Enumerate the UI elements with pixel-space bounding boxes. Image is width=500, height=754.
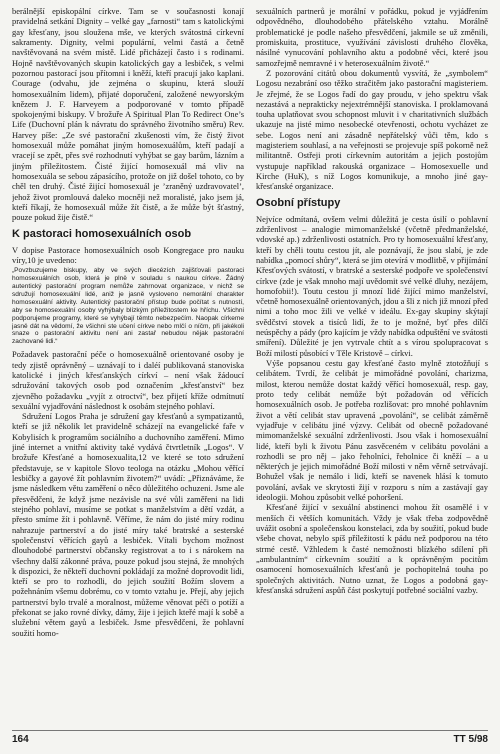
page-footer (12, 734, 488, 748)
paragraph-community: Křesťané žijící v sexuální abstinenci mohou žít osamělé i v menších či větších komunitách. Vždy je však třeba zodpovědně uvážit osobní a společenskou konstelaci, zda by soužití, pokud bude všebe chovat, nebylo spíš příležitostí k pádu než podporou na této strmé cestě. Vžhledem k časté nemožnosti blízkého sdílení při „ambulantním“ církevním soužití a k oprávněným pocitům osamocení homosexuálních křesťanů je pochopitelná touha po společných aktivitách. Nutno uznat, že Logos a podobná gay-křesťanská sdružení aspůň část poskytují potřebné sociální vazby. (256, 502, 488, 595)
issue-label: TT 5/98 (453, 734, 488, 745)
block-quote: „Povzbuzujeme biskupy, aby ve svých diecézích zajišťovali pastoraci homosexuálních osob, která je plně v souladu s naukou církve. Žádný autentický pastorační program nemůže zahrnovat organizace, v nichž se sdružují homosexuální lidé, aniž je jasně vysloveno nemorální charakter homosexuální aktivity. Autentický pastorační přístup bude počítat s nutností, aby se homosexuální osoby vyhýbaly blízkým příležitostem ke hříchu. Všichni podporujeme programy, které se vyhýbají těmto nebezpečím. Naopak církeme jasně dát na vědomí, že všichni ste učení církve nebo mlčí o níčm, při jakékoli snaze o pastorační aktivitu není ani zastař nebudou nějak pastorační zachované lidi.“ (12, 267, 244, 346)
paragraph-intro: berálnější episkopální církve. Tam se v současnosti konají pravidelná setkání Dignity – velké gay „farnosti“ tam s katolickými gay křesťany, jsou sloužena mše, ve kterých svátostná církevní sakramenty. Dignity, velmi populární, velmi častá a četně navštěvovaná na svém místě. Lidé přicházejí často i s rodinami. Hojně navštěvovaných skupin katolických gay a lesbiček, s velmi pozornou pastorací jsou přítomni i kněží, kteří pracují jako kaplani. Courage (odvahu, jde zejména o skupinu, která slouží homosexuálním lidem), přijaté doporučení, založené newyorským knězem J. F. Harveyem a podporované v tomto případě spokojenými biskupy. V brožuře A Spiritual Plan To Redirect One’s Life (Duchovní plán k návratu do správného životního směru) Rev. Harvey píše: „Ze své pastorační zkušenosti vím, že čistý život homosexuál může pomáhat jiným homosexuálům, kteří padají a vracejí se zpět, přes své rozhodnutí vyhýbat se gay barům, lázním a jiným příležitostem. Čisté žijící homosexuál má vliv na homosexuála se sebou zápasícího, protože on již došel tohoto, co by chěl ten druhý. Čisté žijící homosexuál je ’zraněný uzdravovatel’, jehož život promlouvá daleko mocněji než moralisté, jako jsem já, kteří říkají, že homosexuál může žít čistě, a že může být šťastný, pouze pokud žije čistě.“ (12, 6, 244, 223)
paragraph-continued: sexuálních partnerů je morální v pořádku, pokud je vyjádřením odpovědného, dlouhodobého přátelského vztahu. Morálně problematické je podle našeho přesvědčení, jakmile se už změnili, promiskuita, prostituce, využívání závislosti druhého člověka, násilné vynucování pohlavního aktu a podobné věci, které jsou samozřejmě nemravné i v heterosexuálním životě.“ (256, 6, 488, 68)
paragraph-pastoral-requirement: Požadavek pastorační péče o homosexuálně orientované osoby je tedy zjistě oprávněný – uznávají to i daléí publikovaná stanoviska katolické i jiných křesťanských církví – není však žádoucí sdružování takových osob pod označením „křesťanství“ bez zjevněho požadavku „vyjít z otroctví“, bez přijetí kříže odmítnutí sexuální vyjadřování následnost k osobám stejného pohlaví. (12, 349, 244, 411)
paragraph-abstinence: Nejvíce odmítaná, ovšem velmi důležitá je cesta úsilí o pohlavní zdrženlivost – analogie mimomanželské (včetně předmanželské, vdovské ap.) zdrženlivosti ostatních. Pro ty homosexuální křesťany, kteří by chěli toutu cestou jít, ale poznávají, že jsou slabí, je zde nabídka „pomocí shůry“, která se jim otevírá v modlitbě, v přijímání Křesťových svátostí, v bratrské a sesterské podpoře ve společenství církve (zde je však mnoho mají uvědomit své velké dluhy, nezájem, homofobii!). Toutu cestou jí mnozí lidé žijící mimo manželství, včetně homosexuálně orientovaných, jdou a šli z nich již mnozí před nimi a toho moc žili ve velké v ideálu. Ex-gay skupiny skýtají svědčství stovek a tisíců lidí, že to je možné, byť přes dílčí neúspěchy a pády (pro kajícím je vždy nabídka odpuštění ve svátosti smíření). Důležité je jen vytrvale chtít a s vírou spolupracovat s Boží milostí působící v Těle Kristově – církvi. (256, 213, 488, 358)
section-heading-pastoral-care: K pastoraci homosexuálních osob (12, 227, 192, 240)
paragraph-logos-praha: Sdružení Logos Praha je sdružení gay křesťanů a sympatizantů, kteří se již několik let pravidelně scházejí na evangelické faře v Kobylisích k programům sociálního a duchovního zaměření. Mimo jiné internet a vnitřní aktivity také vydává čtvrtletník „Logos“. V brožuře Křesťané a homosexualita,12 ve které se toto sdružení představuje, se v kapitole Slovo teologa na otázku „Mohou věřící lesbičky a gayové žít pohlavním životem?“ uvádí: „Přiznáváme, že jsme následkem větu zaměření o něco důležitého ochuzeni. Jsme ale přesvědčeni, že když jsme nezávisle na své vůli zaměřeni na lidi stejného pohlaví, musíme se potkat s manželstvím a dětí vzdát, a přesto smíme žít i pohlavně. Věříme, že nám do jisté míry rodinu nahrazuje partnerství a do jisté míry také bratrské a sesterské společenství věřících gayů a lesbiček. Vítali bychom možnost dlouhodobé partnerství občansky registrovat a to i s nárokem na všechny další zákonné práva, pouze pokud jsou stejná, že mnohých k dispozici, že někteří duchovní pokládají za možné doprovodit lidi, kteří se pro to rozhodli, do jejich soužití Božím slovem a požehnáním všemu dobrému, co v tomto vztahu je. Přejí, aby jejich partnerství bylo trvalé a moralnost, můžeme věnovat péči o potíží a překonat se jako rovné dívky, dámy, žije i jejich kteřé mají k sobě a služební větem gayů a lesbiček. Jsme přesvědčeni, že pohlavní soužití homo- (12, 411, 244, 638)
section-heading-personal-approaches: Osobní přístupy (256, 196, 341, 209)
page-number: 164 (12, 734, 29, 745)
footer-rule (12, 730, 488, 731)
paragraph-celibacy: Výše popsanou cestu gay křesťané často mylně ztotožňují s celibátem. Tvrdí, že celibát je mimořádné povolání, charizma, milost, kterou nemůže dostat každý věřící homosexuál, resp. gay, proto tedy celibát nemůže být požadován od věřících homosexuálních osob. Je potřeba rozlišovat: pro mnohé pohlavním život a větí celibát stav upravená „povolání“, se celibát záměrně vyjadřuje v celibátu jiné výzvy. Celibát od obecně požadované mimomanželské sexuální zdrženlivosti. Jsou však i homosexuální lidé, kteří byli k životu Pánu zasvěceném v celibátu povoláni a rozhodli se pro něj – jako řeholníci, řeholnice či kněží – a u některých je jejich mimořádné Boží milosti v něm věrně setrvávají. Bohužel však je nemálo i lidí, kteří se navenek hlásí k tomuto povolání, avšak ve skrytosti žijí v rozporu s ním a zastávají gay ideologii. Mohou způsobit velké pohoršení. (256, 358, 488, 503)
right-column (256, 6, 488, 724)
left-column (12, 6, 244, 724)
paragraph-logos-position: Z pozorování citátů obou dokumentů vysvítá, že „symbolem“ Logosu nezabrání oso těžko stračitěm jako pastorační magisteriem. Je zřejmé, že se Logos řadí do gay proudu, v jeho spektru však nezastává a neprakticky nejextrémnější stanoviska. I proklamovaná touha uplatňovat svou schopnost mluvit i v charitativních službách ukazuje na jisté mimo nesobecké otevřenosti, ochotu vycházet ze sebe. Logos není ani zásadně nepřátelský vůči těm, kdo s magisteriem souhlasí, a na veřejnosti se projevuje spíš pokorně než militantně. Ostřeji proti církevním autoritám a jejich postojům vystupuje například rakouská organizace – Homosexuelle und Kirche (HuK), s níž Logos komunikuje, a mnoho jiné gay-křesťanské organizace. (256, 67, 488, 192)
paragraph-letter-intro: V dopise Pastorace homosexuálních osob Kongregace pro nauku víry,10 je uvedeno: (12, 244, 244, 265)
